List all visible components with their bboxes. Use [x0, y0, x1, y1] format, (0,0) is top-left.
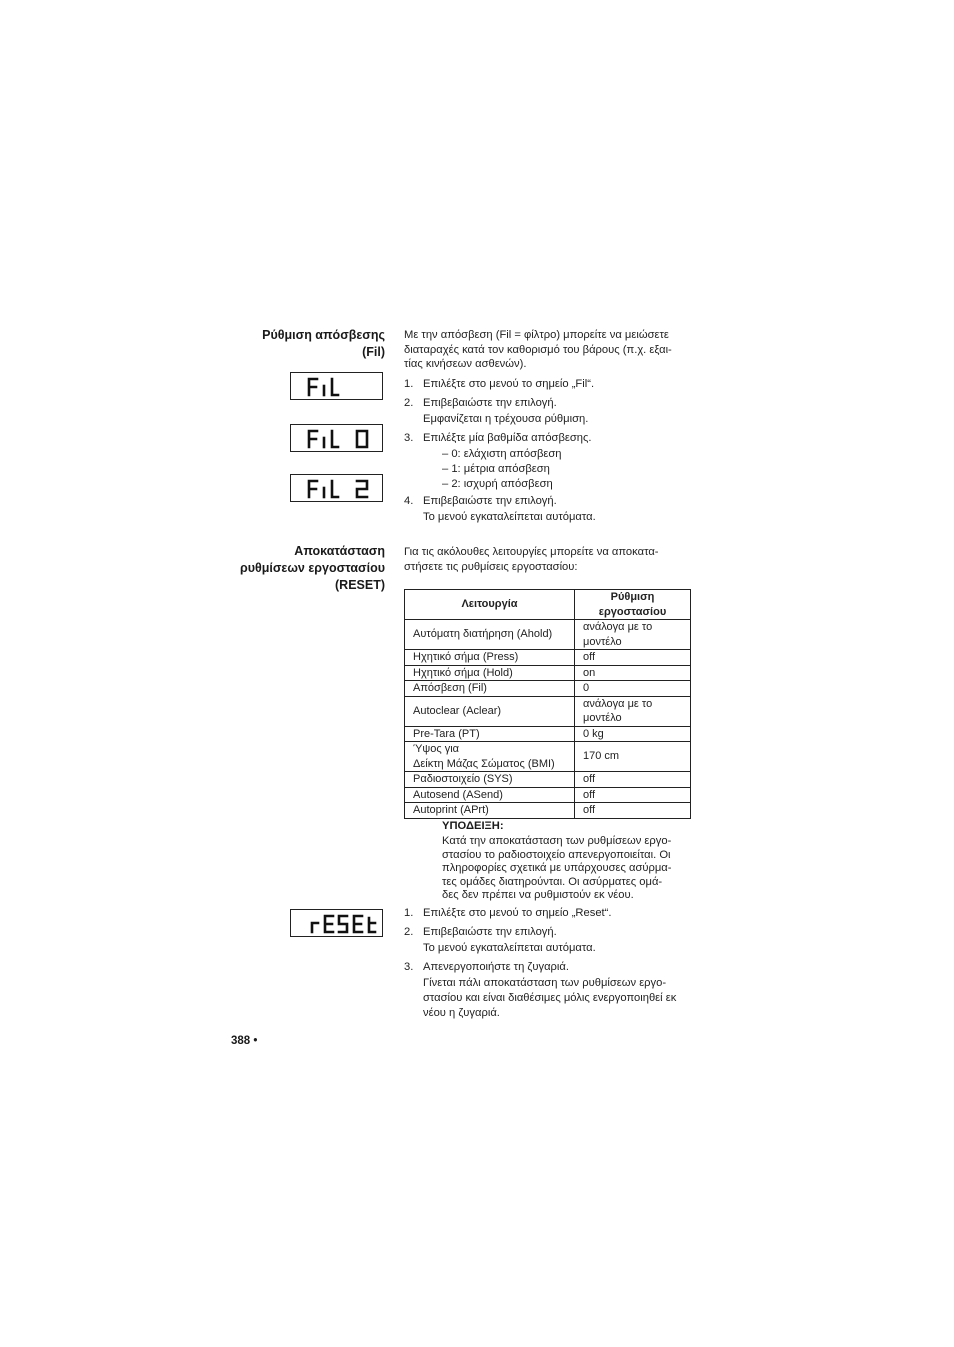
filter-section-heading: Ρύθμιση απόσβεσης (Fil)	[262, 328, 385, 359]
table-cell: Αυτόματη διατήρηση (Ahold)	[405, 620, 575, 650]
table-cell: 170 cm	[575, 742, 691, 772]
table-cell: Ραδιοστοιχείο (SYS)	[405, 772, 575, 788]
table-cell: Pre-Tara (PT)	[405, 726, 575, 742]
table-cell: off	[575, 803, 691, 819]
table-cell: Απόσβεση (Fil)	[405, 681, 575, 697]
table-cell: Autoprint (APrt)	[405, 803, 575, 819]
table-header-row	[405, 590, 691, 620]
reset-intro: Για τις ακόλουθες λειτουργίες μπορείτε να αποκατα- στήσετε τις ρυθμίσεις εργοστασίου:	[404, 546, 659, 573]
lcd-display-reset	[290, 909, 383, 937]
lcd-reset-glyphs	[291, 910, 384, 938]
table-row	[405, 696, 691, 726]
table-row	[405, 742, 691, 772]
table-cell: off	[575, 650, 691, 666]
table-cell: 0	[575, 681, 691, 697]
page-number: 388 •	[231, 1035, 258, 1047]
table-cell: on	[575, 665, 691, 681]
note-text: Κατά την αποκατάσταση των ρυθμίσεων εργο- στασίου το ραδιοστοιχείο απενεργοποιείται. Οι πληροφορίες σχετικά με υπάρχουσες ασύρμα- τες ομάδες διατηρούνται. Οι ασύρματες ομά- δες δεν πρέπει να ρυθμιστούν εκ νέου.	[442, 835, 672, 902]
lcd-fil-glyphs	[291, 373, 384, 401]
lcd-display-fil-0	[290, 424, 383, 452]
table-header-factory-setting: Ρύθμιση εργοστασίου	[575, 590, 691, 620]
table-row	[405, 772, 691, 788]
factory-settings-table	[404, 589, 691, 819]
table-cell: Autoclear (Aclear)	[405, 696, 575, 726]
table-row	[405, 650, 691, 666]
table-cell: ανάλογα με το μοντέλο	[575, 620, 691, 650]
table-cell: ανάλογα με το μοντέλο	[575, 696, 691, 726]
filter-option-0: – 0: ελάχιστη απόσβεση	[442, 448, 562, 460]
table-row	[405, 681, 691, 697]
table-row	[405, 803, 691, 819]
filter-option-2: – 2: ισχυρή απόσβεση	[442, 478, 553, 490]
table-cell: off	[575, 787, 691, 803]
lcd-display-fil	[290, 372, 383, 400]
table-cell: 0 kg	[575, 726, 691, 742]
filter-option-1: – 1: μέτρια απόσβεση	[442, 463, 550, 475]
table-row	[405, 726, 691, 742]
reset-section-heading: Αποκατάσταση ρυθμίσεων εργοστασίου (RESET)	[239, 544, 385, 592]
lcd-fil-2-glyphs	[291, 475, 384, 503]
table-cell: Autosend (ASend)	[405, 787, 575, 803]
lcd-fil-0-glyphs	[291, 425, 384, 453]
table-row	[405, 787, 691, 803]
note-title: ΥΠΟΔΕΙΞΗ:	[442, 820, 504, 832]
table-row	[405, 620, 691, 650]
lcd-display-fil-2	[290, 474, 383, 502]
table-cell: Ύψος για Δείκτη Μάζας Σώματος (BMI)	[405, 742, 575, 772]
table-cell: Ηχητικό σήμα (Press)	[405, 650, 575, 666]
table-cell: off	[575, 772, 691, 788]
table-header-function: Λειτουργία	[405, 590, 575, 620]
table-cell: Ηχητικό σήμα (Hold)	[405, 665, 575, 681]
table-row	[405, 665, 691, 681]
filter-intro: Με την απόσβεση (Fil = φίλτρο) μπορείτε να μειώσετε διαταραχές κατά τον καθορισμό του βάρους (π.χ. εξαι- τίας κινήσεων ασθενών).	[404, 329, 672, 371]
